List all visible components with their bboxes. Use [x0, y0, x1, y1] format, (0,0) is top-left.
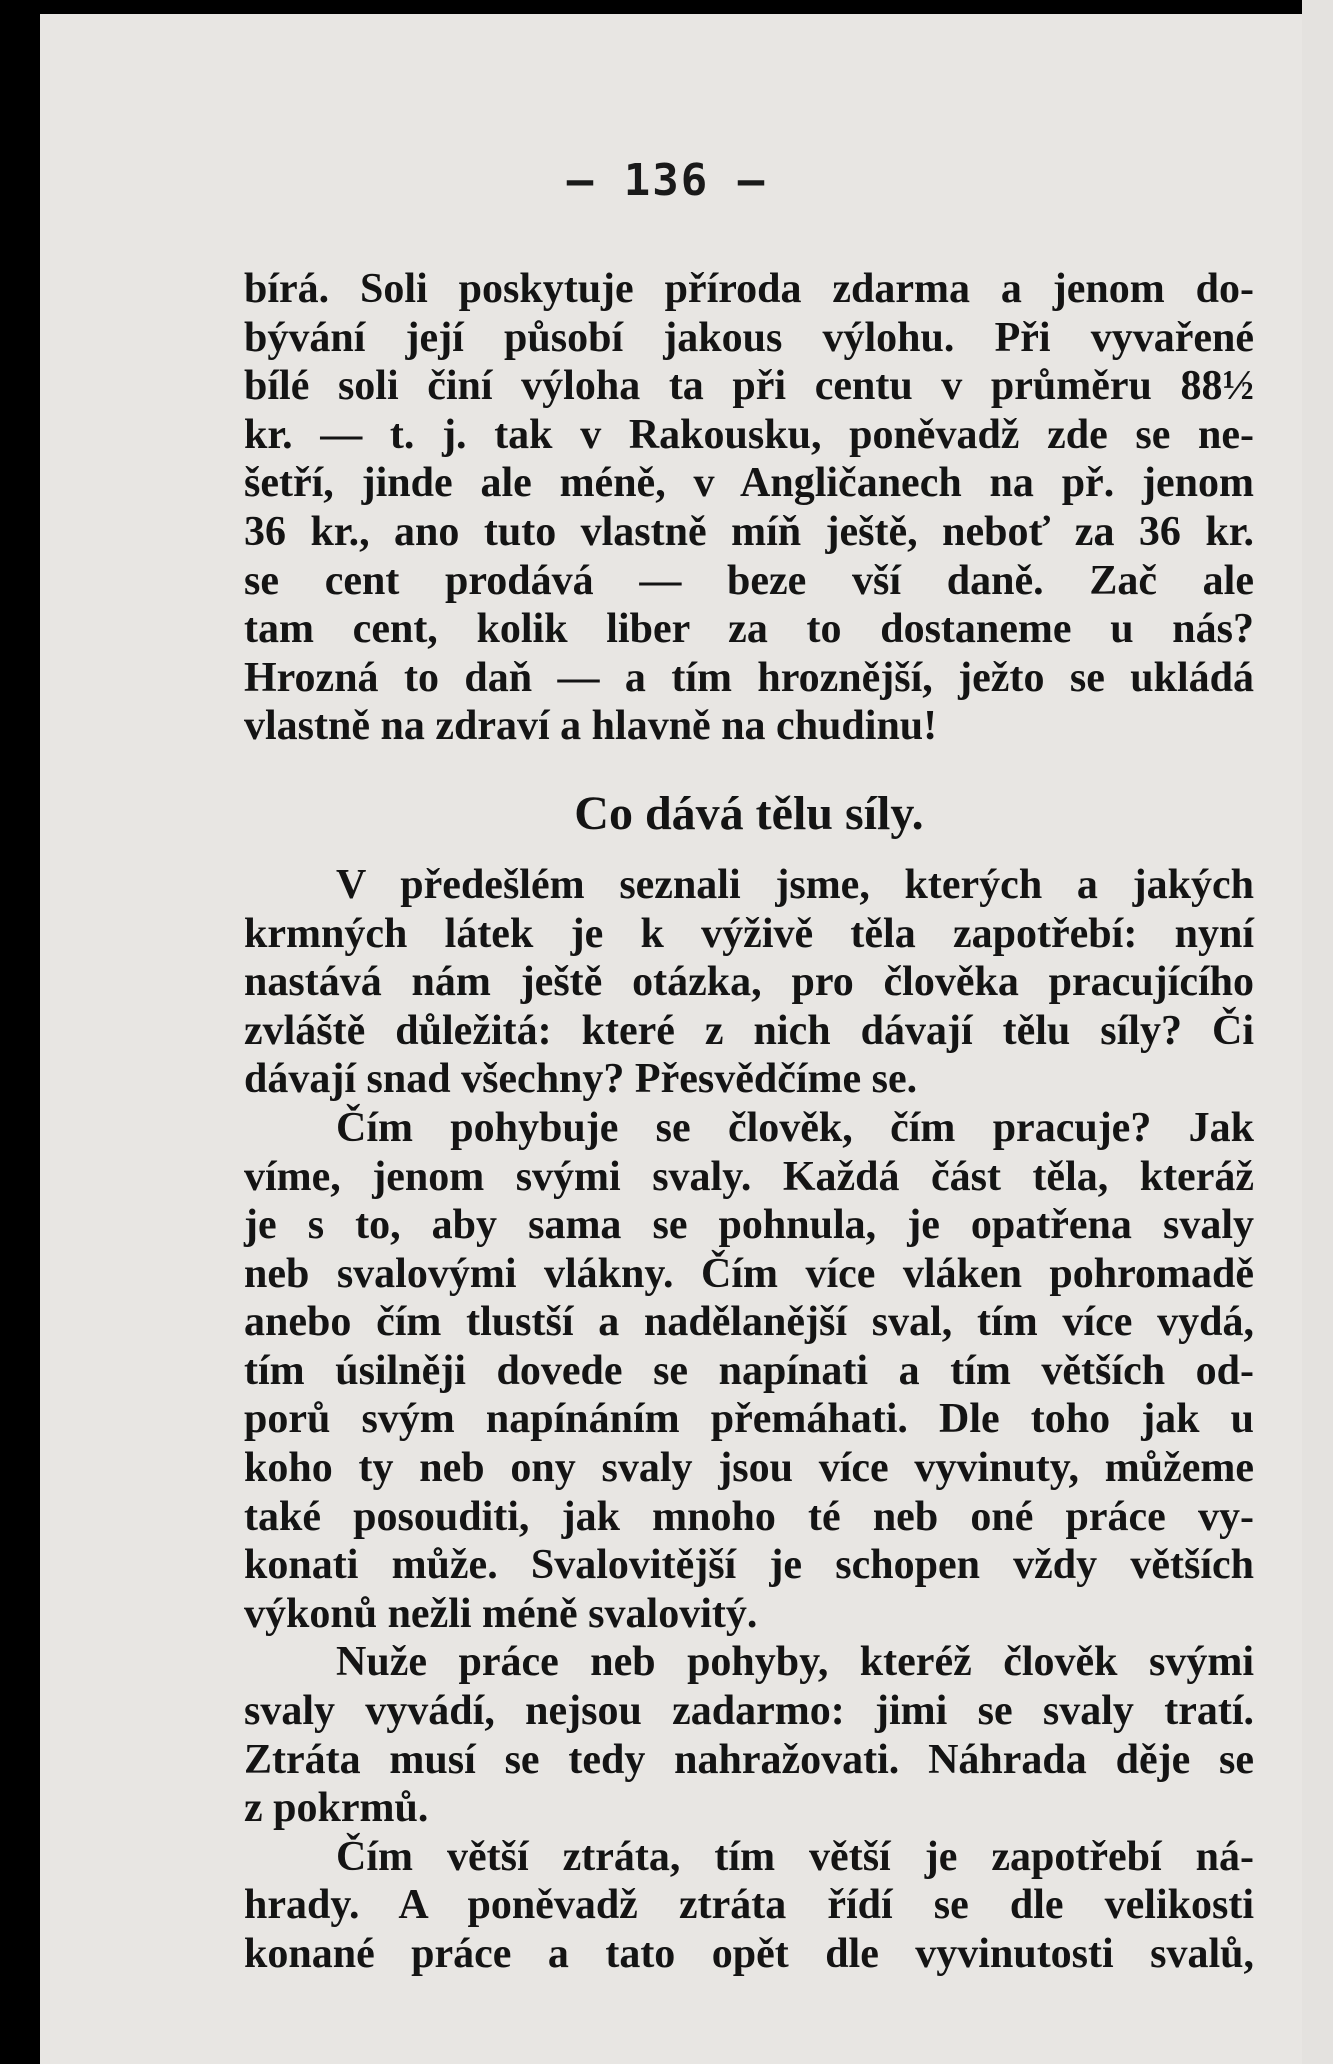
page-number: — 136 —: [566, 155, 767, 206]
text-line: neb svalovými vlákny. Čím více vláken pohromadě: [244, 1250, 1254, 1297]
page-edge: [1302, 0, 1333, 2064]
text-line: 36 kr., ano tuto vlastně míň ještě, neboť za 36 kr.: [244, 508, 1254, 555]
text-line: nastává nám ještě otázka, pro člověka pracujícího: [244, 959, 1254, 1006]
paragraph-4: [244, 1638, 1254, 1832]
text-line: také posouditi, jak mnoho té neb oné práce vy-: [244, 1493, 1254, 1540]
paragraph-3: [244, 1104, 1254, 1639]
text-line: anebo čím tlustší a nadělanější sval, tím více vydá,: [244, 1299, 1254, 1346]
section-heading: Co dává tělu síly.: [574, 786, 924, 840]
text-line: Nuže práce neb pohyby, kteréž člověk svými: [336, 1639, 1254, 1686]
text-line: tím úsilněji dovede se napínati a tím větších od-: [244, 1347, 1254, 1394]
text-line: se cent prodává — beze vší daně. Zač ale: [244, 557, 1254, 604]
text-line: tam cent, kolik liber za to dostaneme u nás?: [244, 606, 1254, 653]
text-line: Čím větší ztráta, tím větší je zapotřebí ná-: [336, 1833, 1254, 1880]
paragraph-5: [244, 1833, 1254, 1979]
text-line: Čím pohybuje se člověk, čím pracuje? Jak: [336, 1104, 1254, 1151]
paragraph-2: [244, 861, 1254, 1104]
text-line: zvláště důležitá: které z nich dávají tělu síly? Či: [244, 1007, 1254, 1054]
text-line: výkonů nežli méně svalovitý.: [244, 1590, 758, 1637]
text-line: krmných látek je k výživě těla zapotřebí: nyní: [244, 910, 1254, 957]
text-line: koho ty neb ony svaly jsou více vyvinuty, můžeme: [244, 1445, 1254, 1492]
text-line: svaly vyvádí, nejsou zadarmo: jimi se svaly tratí.: [244, 1688, 1254, 1735]
page-text: [244, 265, 1254, 1979]
paragraph-1: [244, 265, 1254, 751]
text-line: vlastně na zdraví a hlavně na chudinu!: [244, 703, 938, 750]
text-line: šetří, jinde ale méně, v Angličanech na př. jenom: [244, 460, 1254, 507]
text-line: bývání její působí jakous výlohu. Při vyvařené: [244, 314, 1254, 361]
text-line: víme, jenom svými svaly. Každá část těla, kteráž: [244, 1153, 1254, 1200]
text-line: dávají snad všechny? Přesvědčíme se.: [244, 1056, 918, 1103]
text-line: je s to, aby sama se pohnula, je opatřena svaly: [244, 1202, 1254, 1249]
text-line: z pokrmů.: [244, 1785, 429, 1832]
text-line: porů svým napínáním přemáhati. Dle toho jak u: [244, 1396, 1254, 1443]
text-line: Ztráta musí se tedy nahražovati. Náhrada děje se: [244, 1736, 1254, 1783]
text-line: konati může. Svalovitější je schopen vždy větších: [244, 1542, 1254, 1589]
text-line: konané práce a tato opět dle vyvinutosti svalů,: [244, 1931, 1254, 1977]
text-line: Hrozná to daň — a tím hroznější, ježto se ukládá: [244, 654, 1254, 701]
text-line: hrady. A poněvadž ztráta řídí se dle velikosti: [244, 1882, 1254, 1929]
text-line: V předešlém seznali jsme, kterých a jakých: [336, 861, 1254, 908]
text-line: bílé soli činí výloha ta při centu v průměru 88½: [244, 363, 1254, 410]
text-line: kr. — t. j. tak v Rakousku, poněvadž zde se ne-: [244, 411, 1254, 458]
text-line: bírá. Soli poskytuje příroda zdarma a jenom do-: [244, 266, 1254, 312]
